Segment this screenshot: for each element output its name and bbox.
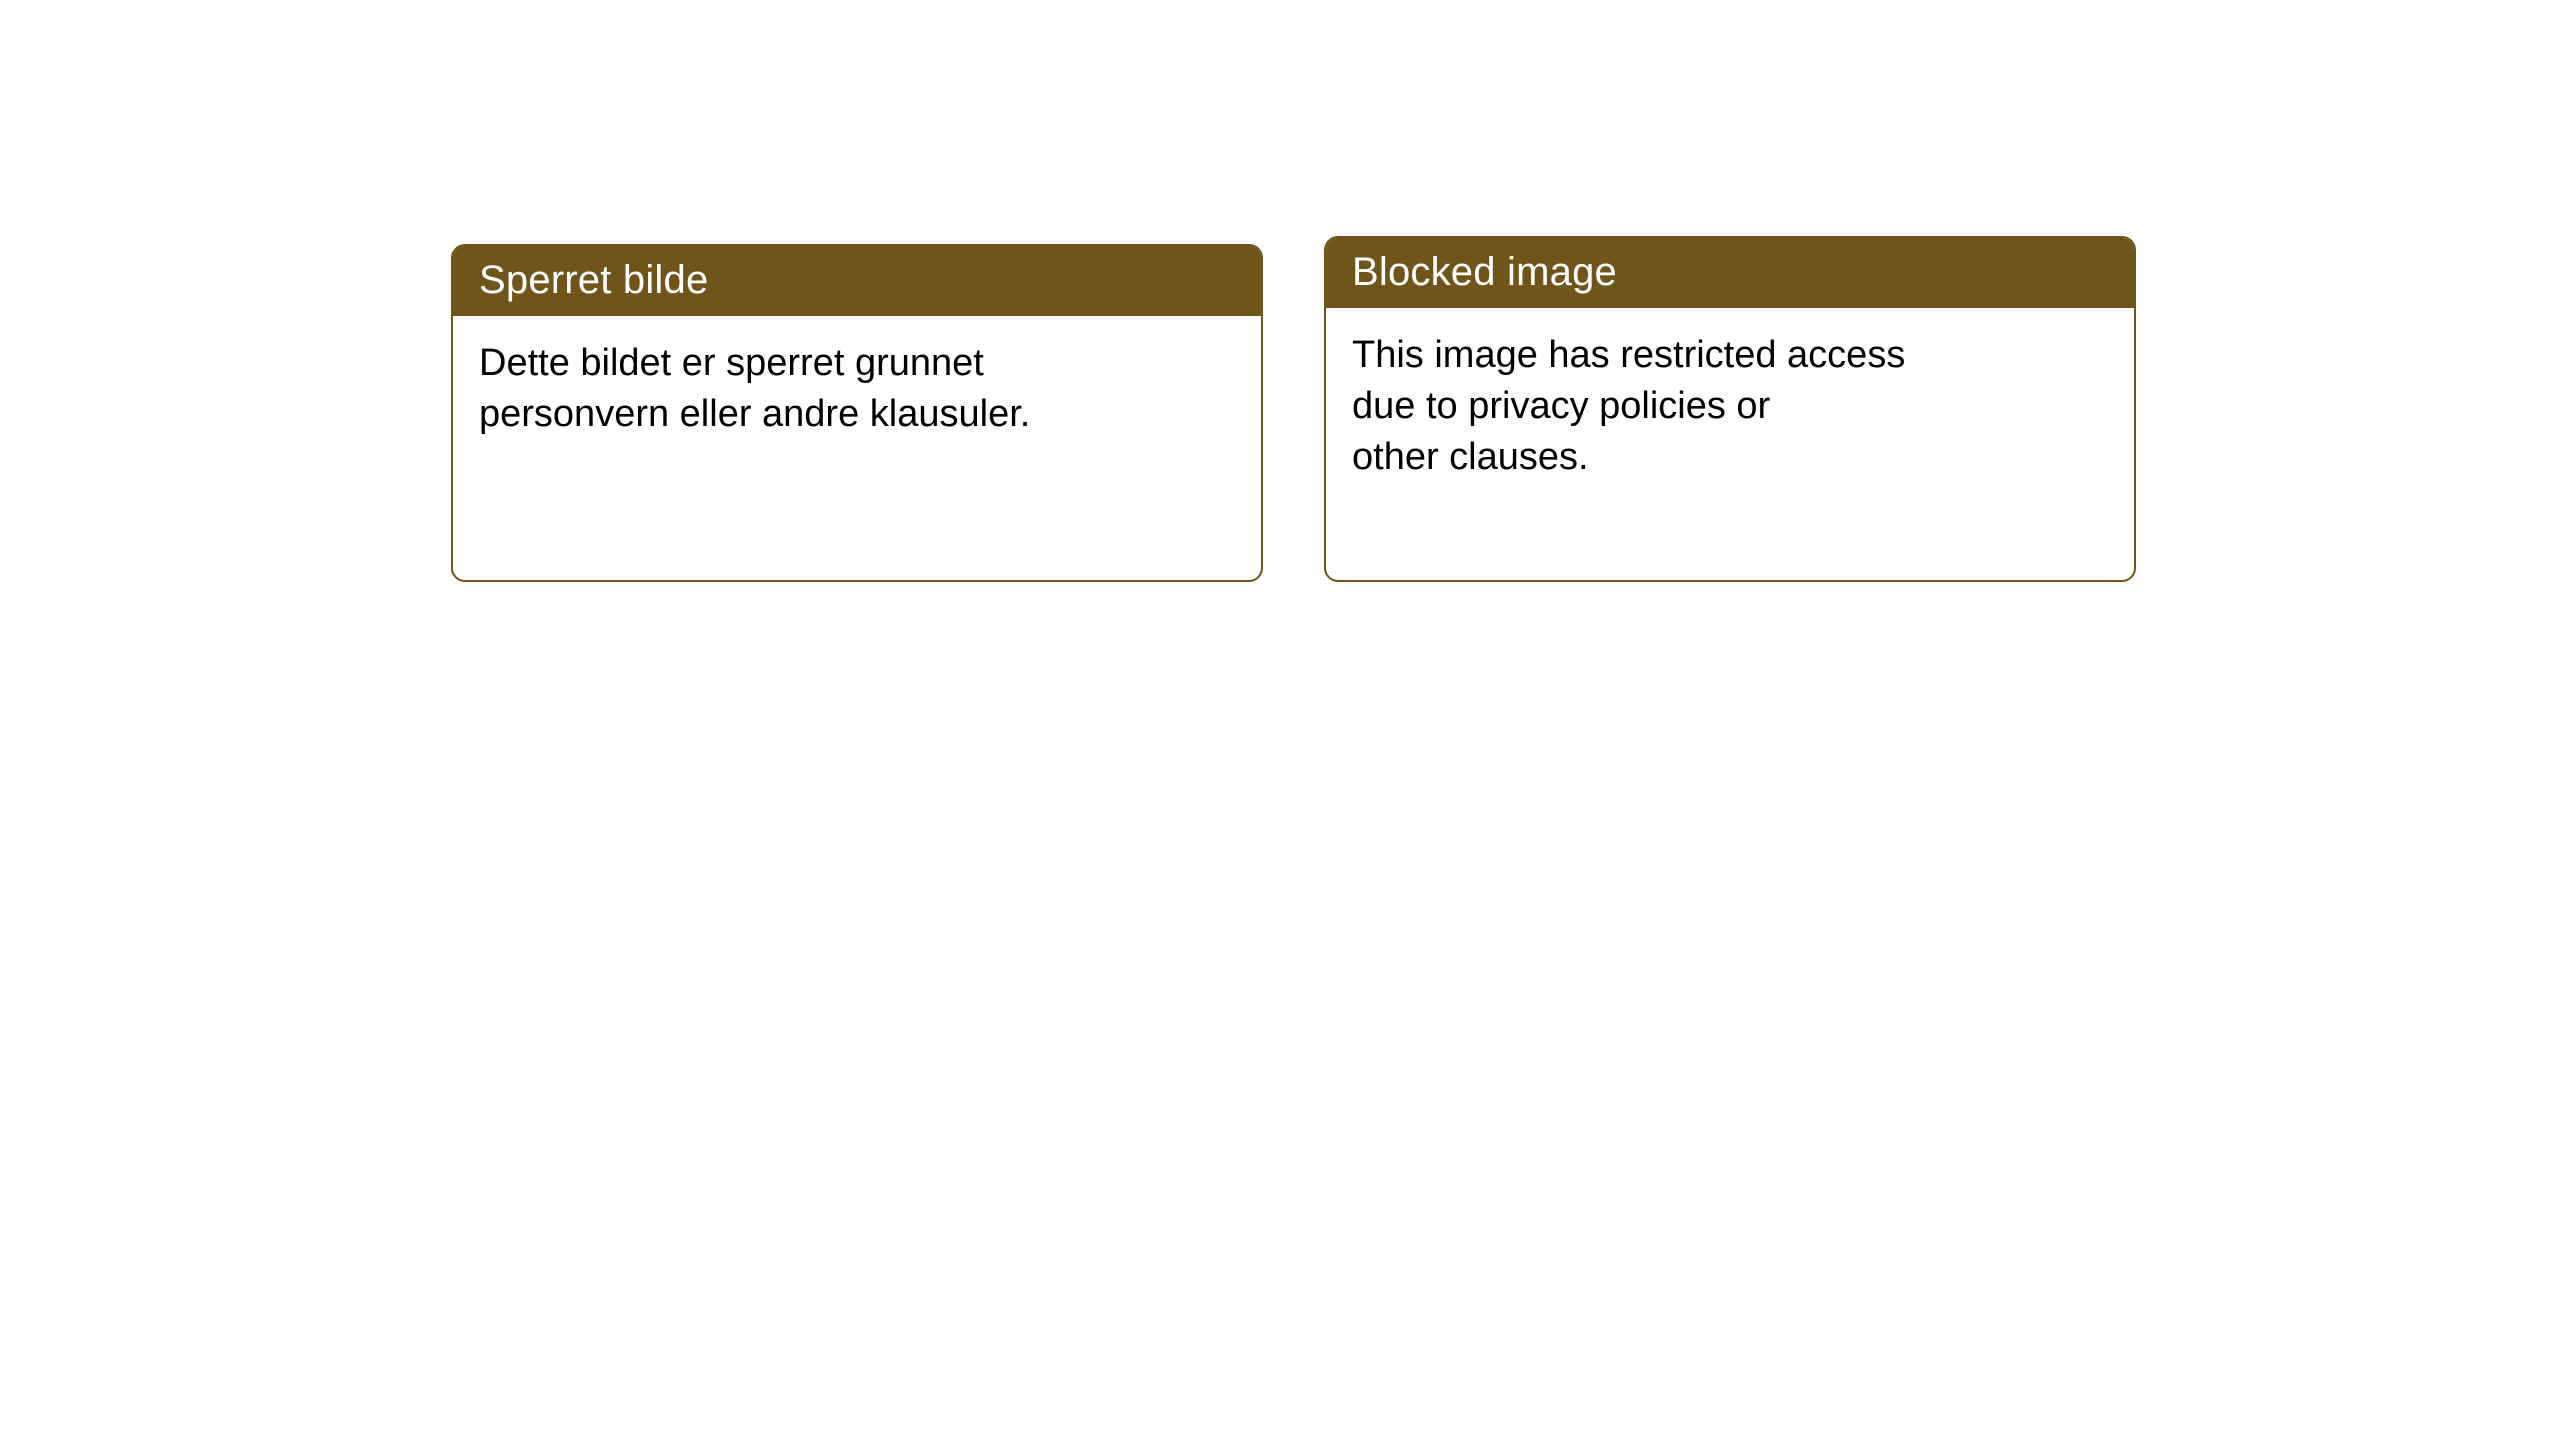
card-title-en: Blocked image (1326, 238, 2134, 308)
card-title-no: Sperret bilde (453, 246, 1261, 316)
card-body-line: This image has restricted access (1352, 334, 1906, 376)
card-body-line: personvern eller andre klausuler. (479, 392, 1031, 435)
card-body-line: due to privacy policies or (1352, 384, 1771, 427)
card-body-en (1326, 308, 2134, 483)
card-body-line: Dette bildet er sperret grunnet (479, 342, 984, 384)
blocked-image-notice-card-no (451, 244, 1263, 582)
card-body-no (453, 316, 1261, 440)
card-body-line: other clauses. (1352, 435, 1589, 478)
blocked-image-notice-card-en (1324, 236, 2136, 582)
